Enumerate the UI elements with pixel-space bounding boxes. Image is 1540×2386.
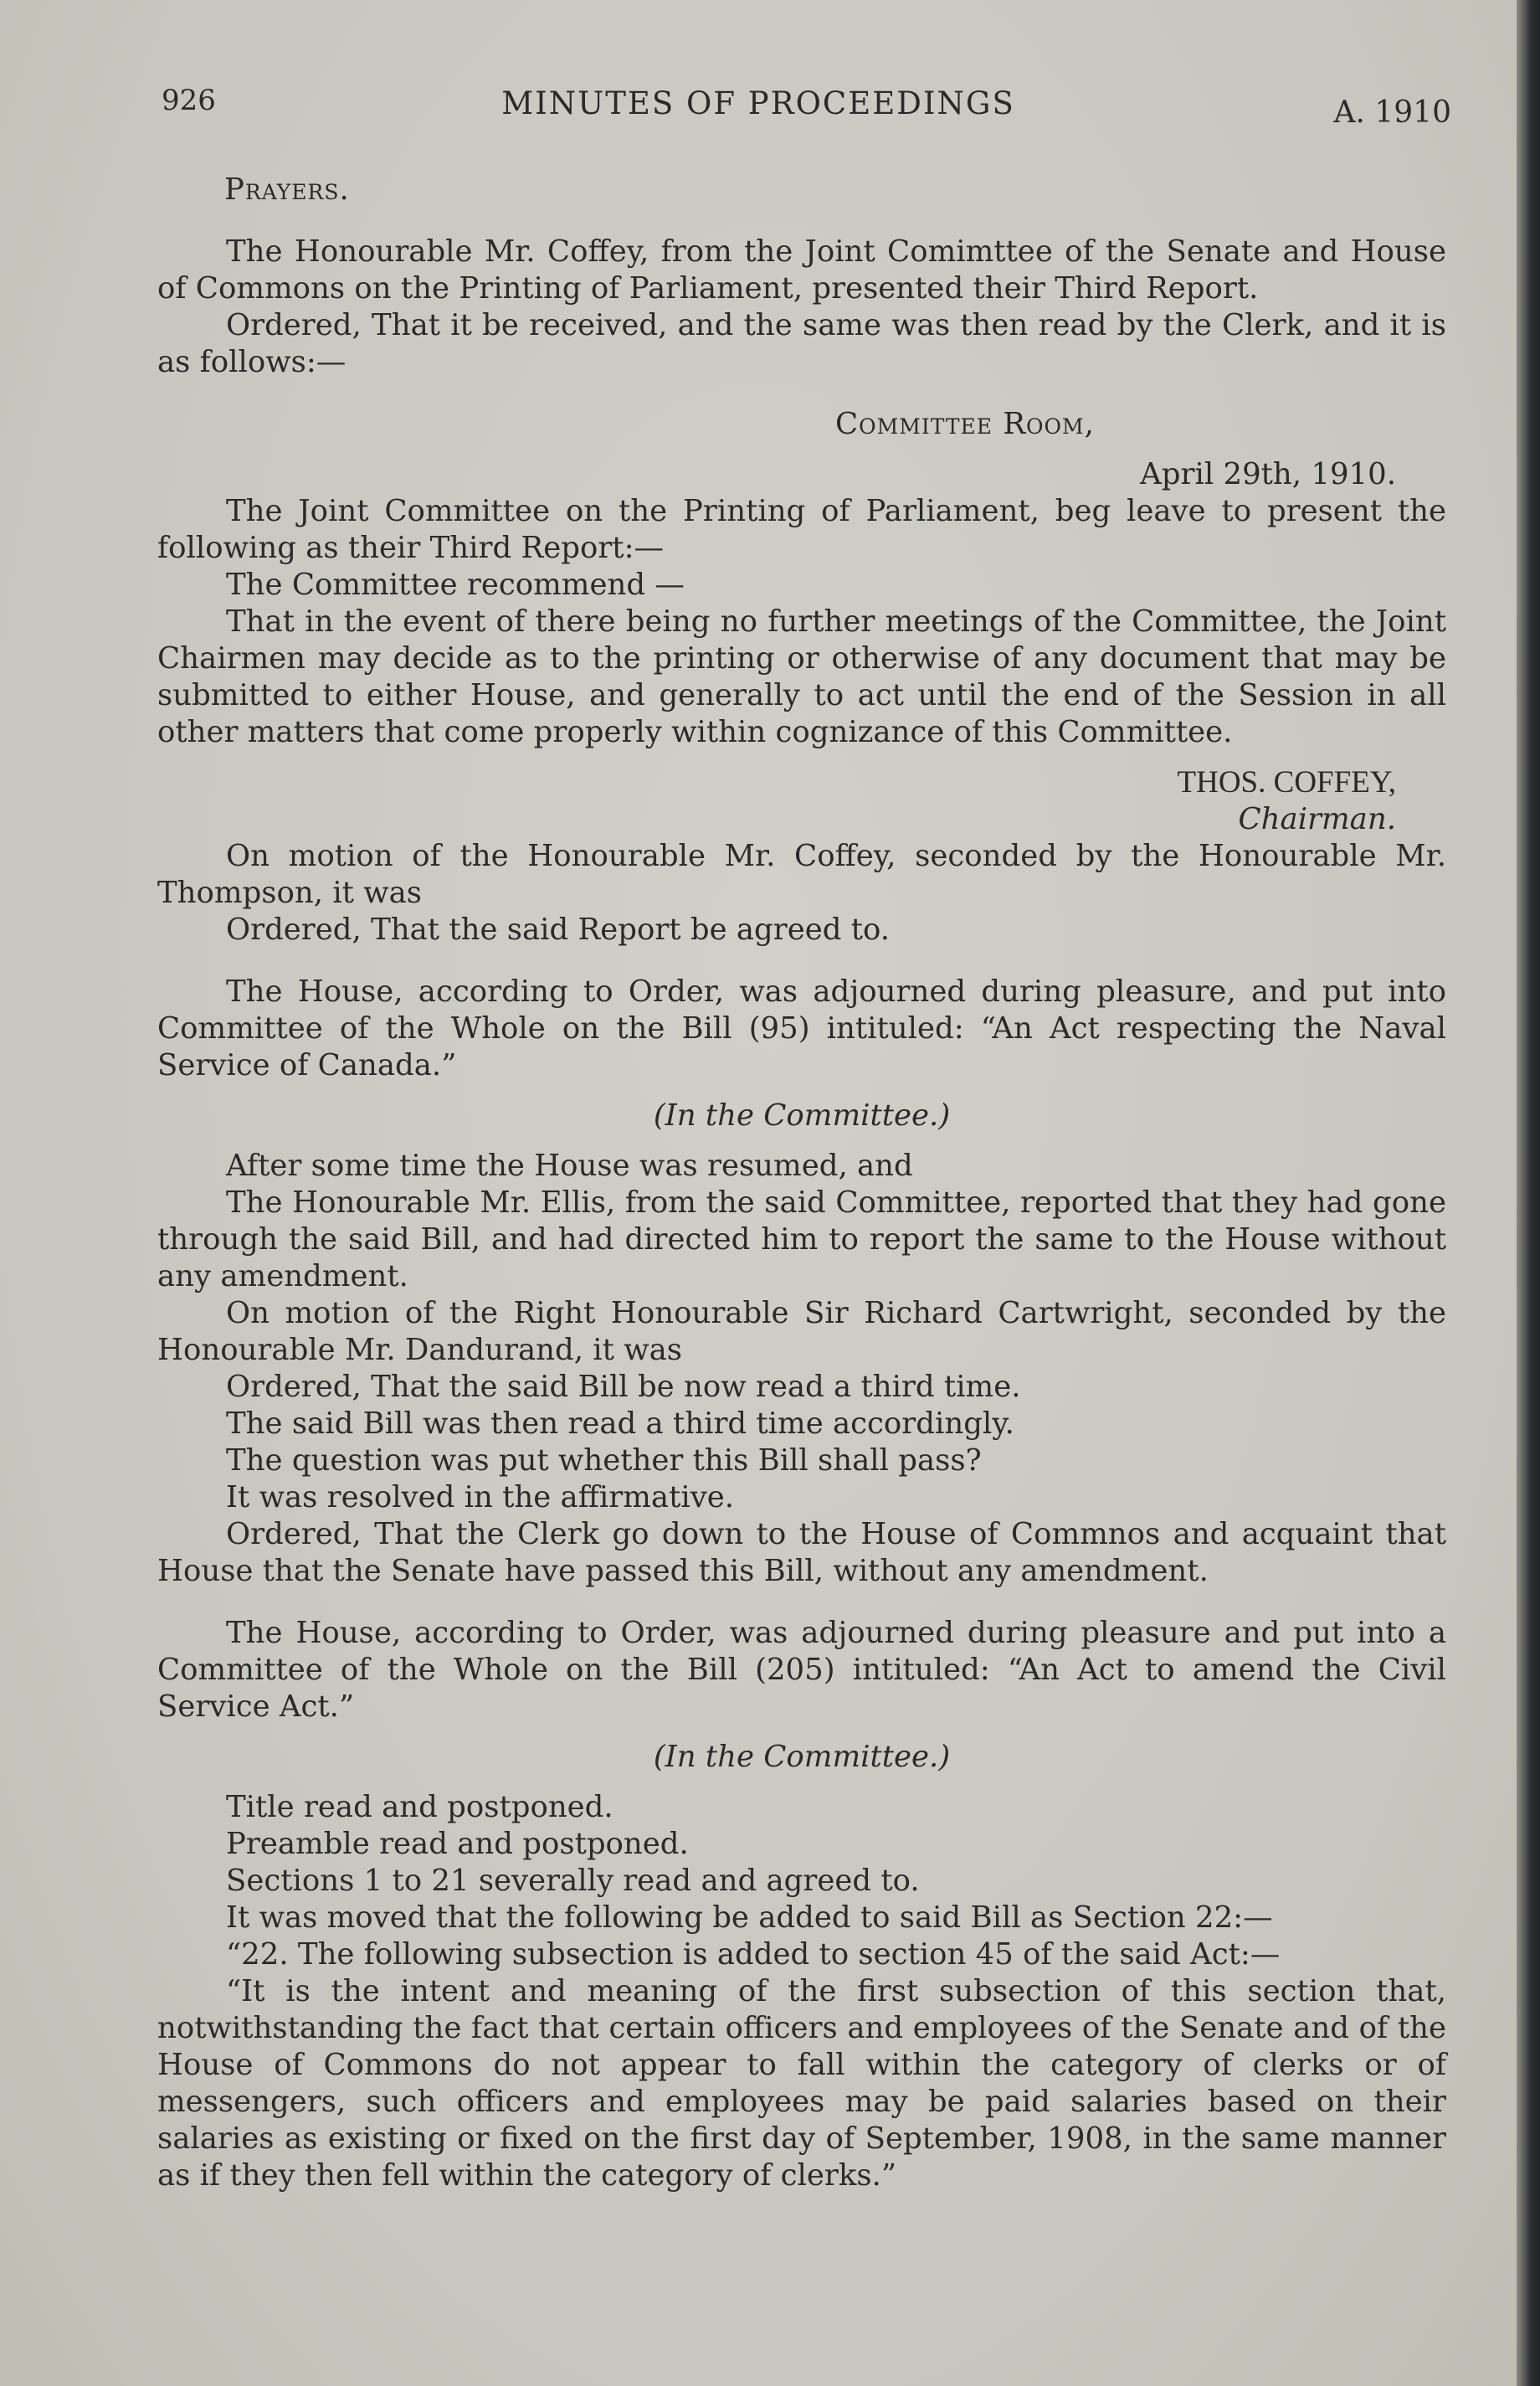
document-body (157, 172, 1446, 2194)
in-committee-heading: (In the Committee.) (653, 1098, 951, 1133)
paragraph: The Honourable Mr. Ellis, from the said Committee, reported that they had gone through the said Bill, and had directed him to report the same to the House without any amendment. (157, 1185, 1446, 1293)
report-date: April 29th, 1910. (1140, 457, 1396, 491)
paragraph: On motion of the Honourable Mr. Coffey, seconded by the Honourable Mr. Thompson, it was (157, 839, 1446, 910)
paragraph: The Joint Committee on the Printing of Parliament, beg leave to present the following as their Third Report:— (157, 494, 1446, 565)
paragraph: After some time the House was resumed, and (226, 1149, 913, 1183)
page-edge-shadow (1517, 0, 1540, 2386)
paragraph: Preamble read and postponed. (226, 1827, 689, 1861)
signature-role: Chairman. (1238, 802, 1396, 836)
paragraph: “It is the intent and meaning of the first subsection of this section that, notwithstanding the fact that certain officers and employees of the Senate and of the House of Commons do not appear to fall within the category of clerks or of messengers, such officers and employees may be paid salaries based on their salaries as existing or fixed on the first day of September, 1908, in the same manner as if they then fell within the category of clerks.” (157, 1974, 1446, 2193)
paragraph: The Committee recommend — (226, 568, 685, 602)
section-heading-prayers: Prayers. (224, 172, 350, 207)
page-number: 926 (162, 84, 216, 117)
paragraph: “22. The following subsection is added to section 45 of the said Act:— (226, 1937, 1281, 1972)
paragraph: It was moved that the following be added to said Bill as Section 22:— (226, 1900, 1273, 1935)
paragraph: Ordered, That it be received, and the same was then read by the Clerk, and it is as follows:— (157, 308, 1446, 379)
committee-room-heading: Committee Room, (835, 407, 1095, 441)
running-title: MINUTES OF PROCEEDINGS (501, 85, 1015, 121)
paragraph: Title read and postponed. (226, 1790, 613, 1824)
paragraph: The Honourable Mr. Coffey, from the Joint Comimttee of the Senate and House of Commons on the Printing of Parliament, presented their Third Report. (157, 234, 1446, 306)
paragraph: That in the event of there being no further meetings of the Committee, the Joint Chairmen may decide as to the printing or otherwise of any document that may be submitted to either House, and generally to act until the end of the Session in all other matters that come properly within cognizance of this Committee. (157, 604, 1446, 749)
paragraph: It was resolved in the affirmative. (226, 1480, 735, 1514)
paragraph: The House, according to Order, was adjourned during pleasure, and put into Committee of the Whole on the Bill (95) intituled: “An Act respecting the Naval Service of Canada.” (157, 974, 1446, 1082)
paragraph: The House, according to Order, was adjourned during pleasure and put into a Committee of the Whole on the Bill (205) intituled: “An Act to amend the Civil Service Act.” (157, 1616, 1446, 1724)
in-committee-heading: (In the Committee.) (653, 1740, 951, 1774)
paragraph: The said Bill was then read a third time accordingly. (226, 1406, 1014, 1441)
paragraph: Ordered, That the said Report be agreed to. (226, 913, 891, 947)
paragraph: Ordered, That the Clerk go down to the House of Commnos and acquaint that House that the Senate have passed this Bill, without any amendment. (157, 1517, 1446, 1588)
paragraph: The question was put whether this Bill shall pass? (226, 1443, 982, 1478)
signature-name: THOS. COFFEY, (1177, 765, 1396, 800)
paragraph: On motion of the Right Honourable Sir Richard Cartwright, seconded by the Honourable Mr. Dandurand, it was (157, 1296, 1446, 1367)
paragraph: Ordered, That the said Bill be now read a third time. (226, 1370, 1021, 1404)
page-header (0, 77, 1517, 130)
paragraph: Sections 1 to 21 severally read and agreed to. (226, 1864, 920, 1898)
session-year: A. 1910 (1333, 95, 1451, 130)
